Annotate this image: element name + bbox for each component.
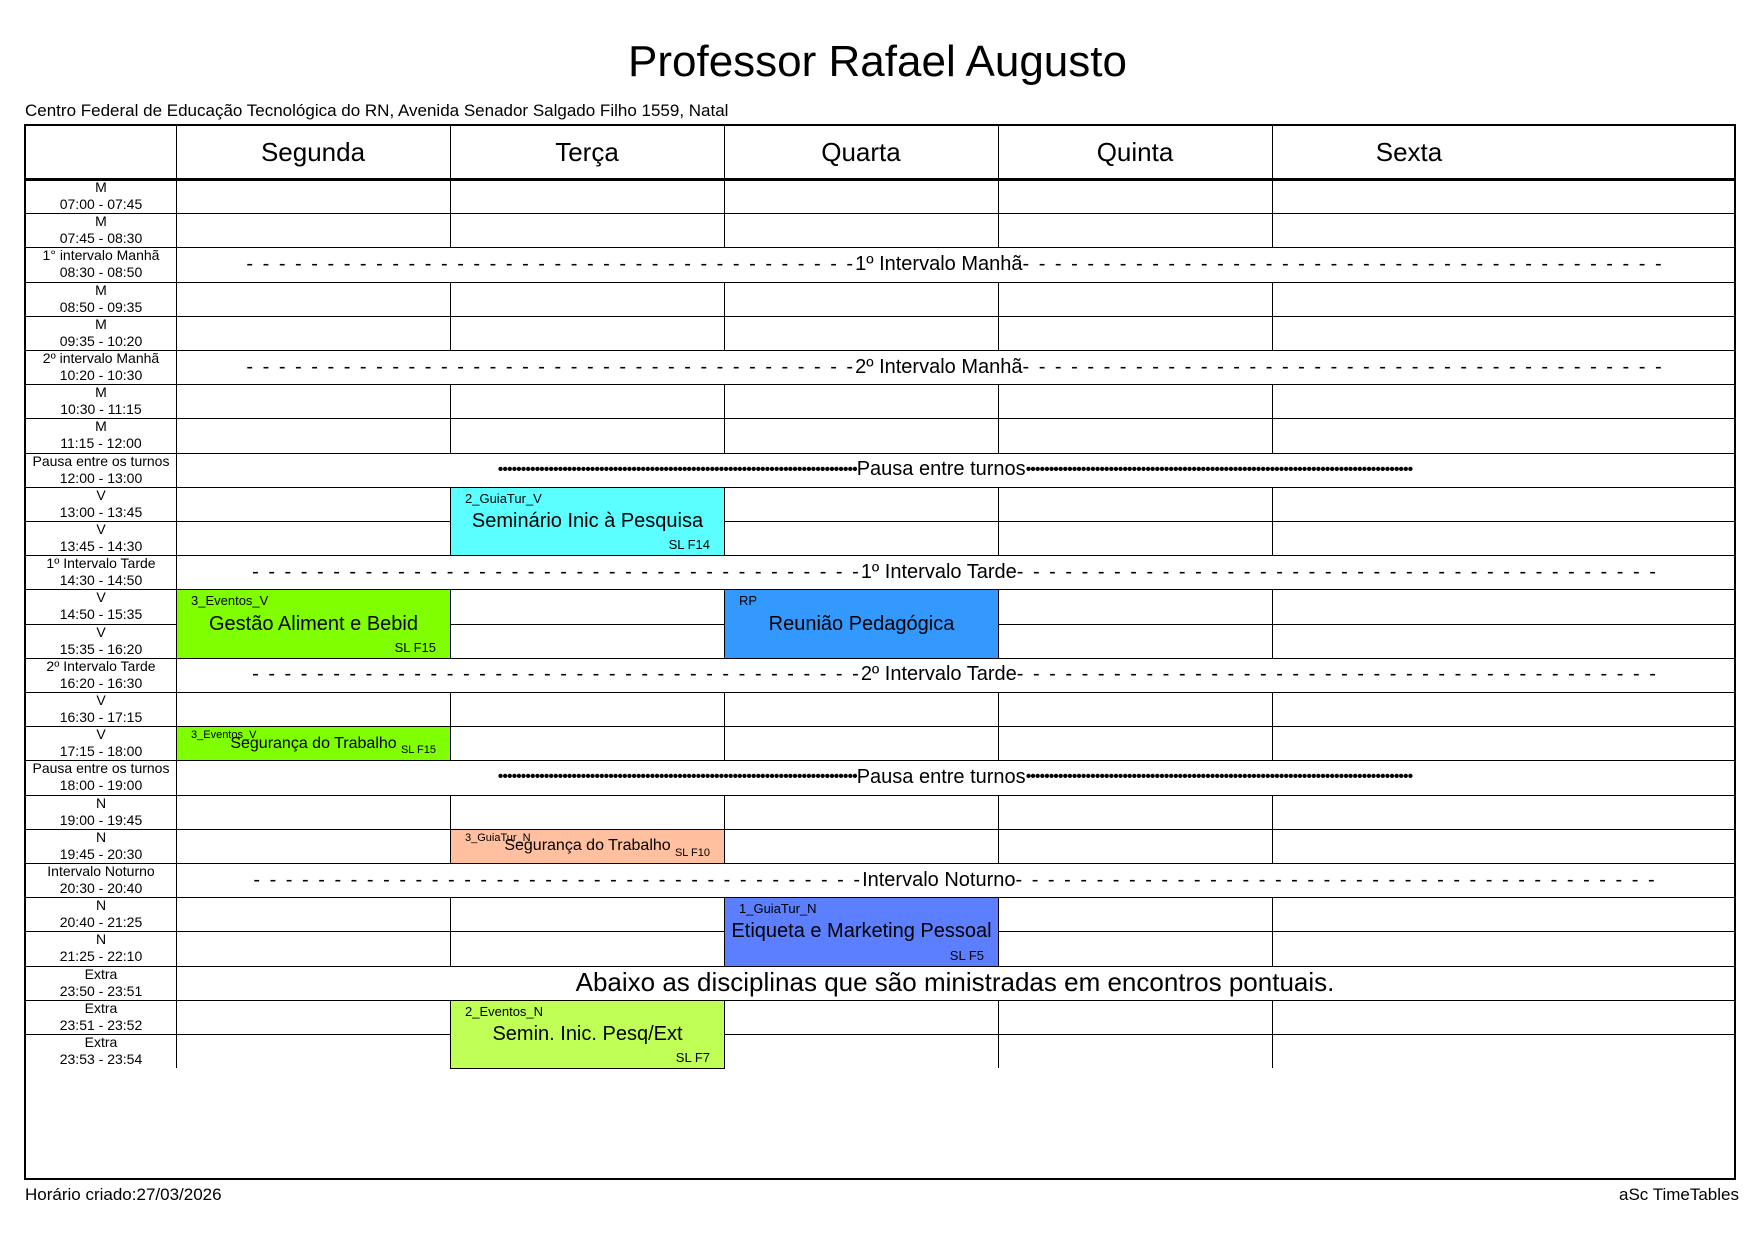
break-label: [176, 658, 1734, 692]
column-divider: [724, 418, 725, 452]
break-name: 1º Intervalo Manhã: [855, 252, 1023, 275]
period-time: 21:25 - 22:10: [59, 948, 143, 965]
column-divider: [998, 487, 999, 521]
column-divider: [1272, 931, 1273, 965]
lesson-class-code: 2_Eventos_N: [465, 1003, 544, 1019]
period-label: [26, 589, 176, 623]
column-divider: [724, 795, 725, 829]
row-divider: [26, 384, 1734, 385]
column-divider: [998, 829, 999, 863]
column-divider: [176, 179, 177, 213]
column-divider: [176, 897, 177, 931]
row-divider: [26, 213, 1734, 214]
period-name: N: [95, 931, 107, 948]
column-divider: [1272, 213, 1273, 247]
period-label: [26, 247, 176, 281]
column-divider: [724, 179, 725, 213]
period-name: V: [96, 589, 106, 606]
period-name: Intervalo Noturno: [47, 863, 155, 880]
column-divider: [1272, 897, 1273, 931]
period-name: V: [96, 486, 106, 503]
period-time: 20:40 - 21:25: [59, 914, 143, 931]
column-divider: [1272, 521, 1273, 555]
period-name: 2º intervalo Manhã: [42, 350, 160, 367]
column-divider: [176, 692, 177, 726]
column-divider: [1272, 829, 1273, 863]
break-filler: ••••••••••••••••••••••••••••••••••••••••••••••••••••••••••••••••••••••••••••••: [497, 768, 857, 786]
lesson-class-code: 2_GuiaTur_V: [465, 490, 542, 506]
column-divider: [998, 179, 999, 213]
period-time: 14:50 - 15:35: [59, 606, 143, 623]
column-divider: [724, 384, 725, 418]
period-name: M: [95, 384, 107, 401]
column-divider: [724, 692, 725, 726]
lesson-room: SL F15: [400, 744, 436, 757]
column-divider: [450, 126, 451, 179]
period-name: M: [95, 179, 107, 196]
row-divider: [26, 521, 1734, 522]
break-filler: - - - - - - - - - - - - - - - - - - - - - - - - - - - - - - - - - - - - - -: [252, 560, 861, 583]
column-divider: [998, 282, 999, 316]
column-divider: [724, 213, 725, 247]
row-divider: [26, 692, 1734, 693]
period-name: M: [95, 315, 107, 332]
column-divider: [176, 418, 177, 452]
column-divider: [450, 384, 451, 418]
period-time: 16:30 - 17:15: [59, 709, 143, 726]
period-time: 08:30 - 08:50: [59, 264, 143, 281]
column-divider: [1272, 384, 1273, 418]
period-time: 09:35 - 10:20: [59, 332, 143, 349]
break-label: [176, 555, 1734, 589]
column-divider: [1272, 726, 1273, 760]
break-filler: - - - - - - - - - - - - - - - - - - - - - - - - - - - - - - - - - - - - - - - -: [1015, 868, 1657, 891]
period-label: [26, 1000, 176, 1034]
column-divider: [998, 384, 999, 418]
period-label: [26, 829, 176, 863]
break-filler: - - - - - - - - - - - - - - - - - - - - - - - - - - - - - - - - - - - - - -: [253, 868, 863, 891]
lesson-room: SL F5: [949, 947, 984, 963]
lesson-class-code: 3_Eventos_V: [191, 593, 269, 609]
period-time: 11:15 - 12:00: [60, 435, 142, 452]
lesson-subject: Segurança do Trabalho: [230, 734, 397, 752]
row-divider: [26, 316, 1734, 317]
lesson-class-code: 3_GuiaTur_N: [465, 831, 531, 844]
column-divider: [998, 418, 999, 452]
column-divider: [450, 795, 451, 829]
break-label: [176, 863, 1734, 897]
lesson-subject: Reunião Pedagógica: [768, 612, 955, 635]
brand-label: aSc TimeTables: [1619, 1185, 1739, 1204]
column-divider: [176, 126, 177, 179]
column-divider: [1272, 316, 1273, 350]
period-label: [26, 692, 176, 726]
period-label: [26, 418, 176, 452]
period-label: [26, 521, 176, 555]
column-divider: [176, 487, 177, 521]
break-filler: - - - - - - - - - - - - - - - - - - - - - - - - - - - - - - - - - - - - - -: [246, 252, 856, 275]
lesson-card[interactable]: [176, 726, 451, 761]
break-label: [176, 350, 1734, 384]
column-divider: [998, 521, 999, 555]
period-label: [26, 384, 176, 418]
break-name: 1º Intervalo Tarde: [860, 560, 1017, 583]
day-header: Terça: [555, 137, 619, 167]
period-label: [26, 624, 176, 658]
column-divider: [1272, 589, 1273, 623]
period-label: [26, 555, 176, 589]
column-divider: [1272, 1000, 1273, 1034]
column-divider: [450, 692, 451, 726]
period-name: M: [95, 281, 107, 298]
row-divider: [26, 282, 1734, 283]
column-divider: [176, 521, 177, 555]
column-divider: [724, 126, 725, 179]
created-date: Horário criado:27/03/2026: [25, 1185, 222, 1204]
period-time: 23:50 - 23:51: [59, 982, 143, 999]
column-divider: [998, 126, 999, 179]
column-divider: [998, 1000, 999, 1034]
lesson-card[interactable]: [450, 829, 725, 864]
period-name: V: [96, 521, 106, 538]
break-name: Pausa entre turnos: [856, 458, 1026, 481]
lesson-room: SL F7: [675, 1050, 710, 1066]
break-filler: - - - - - - - - - - - - - - - - - - - - - - - - - - - - - - - - - - - - - - - -: [1022, 252, 1664, 275]
column-divider: [998, 726, 999, 760]
lesson-subject: Semin. Inic. Pesq/Ext: [492, 1022, 683, 1045]
period-time: 12:00 - 13:00: [59, 469, 143, 486]
period-name: 2º Intervalo Tarde: [46, 657, 156, 674]
column-divider: [1272, 126, 1273, 179]
break-filler: - - - - - - - - - - - - - - - - - - - - - - - - - - - - - - - - - - - - - - - -: [1016, 663, 1658, 686]
day-header: Quarta: [821, 137, 901, 167]
day-header: Sexta: [1375, 137, 1443, 167]
lesson-subject: Gestão Aliment e Bebid: [208, 612, 418, 635]
period-name: M: [95, 418, 107, 435]
period-label: [26, 316, 176, 350]
column-divider: [1272, 282, 1273, 316]
period-time: 17:15 - 18:00: [59, 743, 143, 760]
period-name: N: [95, 794, 107, 811]
column-divider: [450, 931, 451, 965]
period-name: Extra: [84, 1034, 118, 1051]
break-filler: ••••••••••••••••••••••••••••••••••••••••••••••••••••••••••••••••••••••••••••••••••••: [1025, 460, 1413, 478]
lesson-subject: Segurança do Trabalho: [504, 837, 671, 855]
period-time: 08:50 - 09:35: [59, 298, 143, 315]
period-time: 19:45 - 20:30: [59, 845, 143, 862]
period-name: 1° intervalo Manhã: [42, 247, 160, 264]
header-divider: [26, 178, 1734, 181]
period-label: [26, 863, 176, 897]
column-divider: [176, 829, 177, 863]
period-label: [26, 726, 176, 760]
period-name: 1º Intervalo Tarde: [46, 555, 156, 572]
break-filler: - - - - - - - - - - - - - - - - - - - - - - - - - - - - - - - - - - - - - - - -: [1016, 560, 1658, 583]
period-name: Extra: [84, 965, 118, 982]
lesson-class-code: 3_Eventos_V: [191, 729, 257, 742]
column-divider: [724, 316, 725, 350]
period-time: 18:00 - 19:00: [59, 777, 143, 794]
period-name: V: [96, 726, 106, 743]
period-name: M: [95, 213, 107, 230]
column-divider: [1272, 692, 1273, 726]
row-divider: [26, 1000, 1734, 1001]
school-address: Centro Federal de Educação Tecnológica do RN, Avenida Senador Salgado Filho 1559, Natal: [25, 101, 729, 120]
lesson-class-code: RP: [739, 593, 758, 609]
lesson-card[interactable]: [724, 589, 999, 658]
column-divider: [450, 179, 451, 213]
period-time: 20:30 - 20:40: [59, 880, 143, 897]
lesson-subject: Etiqueta e Marketing Pessoal: [731, 920, 992, 943]
period-time: 13:00 - 13:45: [59, 503, 143, 520]
lesson-subject: Seminário Inic à Pesquisa: [471, 509, 704, 532]
period-time: 10:30 - 11:15: [60, 401, 142, 418]
column-divider: [176, 1000, 177, 1034]
break-filler: - - - - - - - - - - - - - - - - - - - - - - - - - - - - - - - - - - - - - -: [246, 355, 856, 378]
column-divider: [176, 384, 177, 418]
column-divider: [176, 282, 177, 316]
row-divider: [26, 795, 1734, 796]
column-divider: [1272, 418, 1273, 452]
period-label: [26, 795, 176, 829]
break-name: 2º Intervalo Tarde: [860, 663, 1017, 686]
period-label: [26, 1034, 176, 1068]
lesson-card[interactable]: [176, 589, 451, 658]
column-divider: [998, 213, 999, 247]
column-divider: [450, 213, 451, 247]
column-divider: [998, 1034, 999, 1068]
period-label: [26, 966, 176, 1000]
period-time: 15:35 - 16:20: [59, 640, 143, 657]
break-label: [176, 453, 1734, 487]
period-name: Pausa entre os turnos: [32, 760, 170, 777]
lesson-room: SL F14: [668, 537, 710, 553]
period-time: 16:20 - 16:30: [59, 674, 143, 691]
column-divider: [1272, 795, 1273, 829]
break-label: [176, 247, 1734, 281]
column-divider: [176, 931, 177, 965]
lesson-class-code: 1_GuiaTur_N: [739, 901, 817, 917]
period-time: 07:45 - 08:30: [59, 230, 143, 247]
row-divider: [26, 829, 1734, 830]
period-label: [26, 487, 176, 521]
day-header: Segunda: [260, 137, 366, 167]
column-divider: [176, 213, 177, 247]
period-name: N: [95, 897, 107, 914]
column-divider: [450, 282, 451, 316]
period-time: 13:45 - 14:30: [59, 538, 143, 555]
break-filler: ••••••••••••••••••••••••••••••••••••••••••••••••••••••••••••••••••••••••••••••: [497, 460, 857, 478]
break-name: Pausa entre turnos: [856, 765, 1026, 788]
row-divider: [26, 1034, 1734, 1035]
period-label: [26, 453, 176, 487]
column-divider: [176, 1034, 177, 1068]
period-name: V: [96, 623, 106, 640]
period-time: 19:00 - 19:45: [59, 811, 143, 828]
period-time: 10:20 - 10:30: [59, 367, 143, 384]
break-name: Intervalo Noturno: [862, 868, 1016, 891]
period-time: 23:51 - 23:52: [59, 1016, 143, 1033]
period-time: 23:53 - 23:54: [59, 1051, 143, 1068]
break-label: [176, 760, 1734, 794]
column-divider: [998, 692, 999, 726]
column-divider: [1272, 179, 1273, 213]
break-filler: - - - - - - - - - - - - - - - - - - - - - - - - - - - - - - - - - - - - - - - -: [1022, 355, 1664, 378]
column-divider: [1272, 487, 1273, 521]
period-name: Extra: [84, 999, 118, 1016]
row-divider: [26, 487, 1734, 488]
period-label: [26, 931, 176, 965]
break-name: 2º Intervalo Manhã: [855, 355, 1023, 378]
column-divider: [998, 316, 999, 350]
break-filler: - - - - - - - - - - - - - - - - - - - - - - - - - - - - - - - - - - - - - -: [252, 663, 861, 686]
column-divider: [1272, 1034, 1273, 1068]
period-time: 14:30 - 14:50: [59, 572, 143, 589]
column-divider: [724, 726, 725, 760]
column-divider: [176, 795, 177, 829]
break-filler: ••••••••••••••••••••••••••••••••••••••••••••••••••••••••••••••••••••••••••••••••••••: [1025, 768, 1413, 786]
lesson-room: SL F10: [674, 846, 710, 859]
period-label: [26, 897, 176, 931]
lesson-card[interactable]: [450, 487, 725, 556]
column-divider: [998, 795, 999, 829]
lesson-card[interactable]: [450, 1000, 725, 1069]
column-divider: [450, 316, 451, 350]
period-name: V: [96, 692, 106, 709]
column-divider: [724, 282, 725, 316]
lesson-room: SL F15: [394, 639, 436, 655]
day-header: Quinta: [1096, 137, 1174, 167]
period-label: [26, 179, 176, 213]
period-label: [26, 658, 176, 692]
period-label: [26, 760, 176, 794]
row-divider: [26, 418, 1734, 419]
extra-note: Abaixo as disciplinas que são ministradas em encontros pontuais.: [575, 967, 1335, 998]
column-divider: [176, 316, 177, 350]
column-divider: [450, 418, 451, 452]
lesson-card[interactable]: [724, 897, 999, 966]
period-label: [26, 282, 176, 316]
period-name: Pausa entre os turnos: [32, 452, 170, 469]
column-divider: [450, 897, 451, 931]
column-divider: [1272, 624, 1273, 658]
period-time: 07:00 - 07:45: [59, 196, 143, 213]
page-title: Professor Rafael Augusto: [628, 37, 1127, 86]
period-label: [26, 213, 176, 247]
period-name: N: [95, 828, 107, 845]
timetable-grid: [24, 124, 1736, 1180]
period-label: [26, 350, 176, 384]
